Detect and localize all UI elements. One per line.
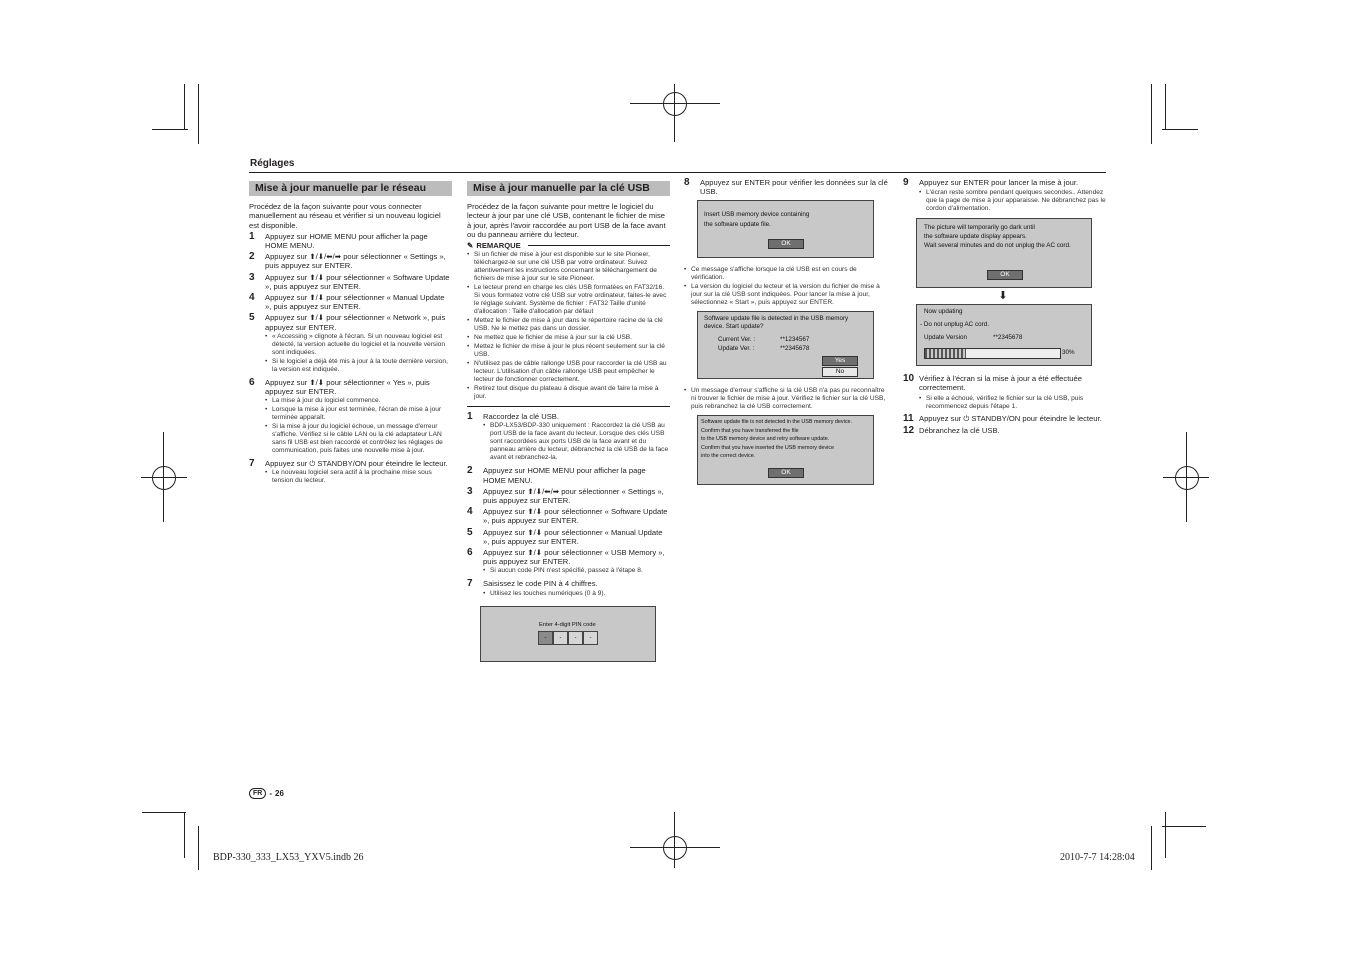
- bullet-list: [684, 266, 889, 307]
- bullet-item: • Ne mettez que le fichier de mise à jour sur la clé USB.: [467, 334, 670, 342]
- screen-line: to the USB memory device and retry software update.: [701, 436, 830, 443]
- pin-digit-box[interactable]: -: [568, 631, 583, 645]
- bullet-item: • Si aucun code PIN n'est spécifié, passez à l'étape 8.: [483, 567, 670, 575]
- screen-line: The picture will temporarily go dark until: [924, 224, 1035, 232]
- progress-bar: [924, 348, 1061, 359]
- no-button[interactable]: No: [822, 367, 858, 377]
- bullet-item: • Si le logiciel a déjà été mis à jour à la toute dernière version, la version est indiquée.: [265, 358, 452, 374]
- bullet-list: [265, 469, 452, 485]
- usb-not-detected-screen: [697, 415, 874, 485]
- bullet-item: • La version du logiciel du lecteur et la version du fichier de mise à jour sur la clé USB sont indiquées. Pour lancer la mise à jour, sélectionnez « Start », puis appuyez sur ENTER.: [684, 283, 889, 307]
- remark-heading: [467, 241, 670, 250]
- bullet-item: • Retirez tout disque du plateau à disque avant de faire la mise à jour.: [467, 385, 670, 401]
- version-label: Update Version: [924, 334, 968, 342]
- step-number: 1: [249, 230, 255, 242]
- column-usb-update: [467, 181, 670, 662]
- divider: [467, 406, 670, 407]
- step-9: 9 Appuyez sur ENTER pour lancer la mise à jour.: [903, 177, 1079, 188]
- error-message: [701, 418, 852, 460]
- progress-fill: [925, 349, 966, 358]
- intro-text: Procédez de la façon suivante pour vous connecter manuellement au réseau et vérifier si un nouveau logiciel est disponible.: [249, 202, 441, 230]
- step-number: 6: [467, 547, 473, 559]
- screen-text: device. Start update?: [704, 323, 764, 331]
- current-version-label: Current Ver. :: [718, 336, 756, 344]
- arrow-down-icon: ⬇: [998, 290, 1008, 303]
- bullet-item: • Un message d'erreur s'affiche si la clé USB n'a pas pu reconnaître ni trouver le fichier de mise à jour. Vérifiez le fichier sur la clé USB, puis rebranchez la clé USB correctement.: [684, 387, 889, 411]
- step-number: 7: [467, 578, 473, 590]
- step-text: Appuyez sur ⏻ STANDBY/ON pour éteindre le lecteur. • Le nouveau logiciel sera actif à la prochaine mise sous tension du lecteur.: [265, 459, 452, 487]
- bullet-list: [265, 333, 452, 374]
- step-text: Saisissez le code PIN à 4 chiffres. • Utilisez les touches numériques (0 à 9).: [483, 579, 670, 599]
- step-1: [467, 412, 670, 464]
- step-10: 10 Vérifiez à l'écran si la mise à jour a été effectuée correctement.: [903, 373, 1082, 393]
- step-number: 3: [467, 485, 473, 497]
- step-4: [249, 293, 452, 311]
- bullet-list: [919, 189, 1106, 213]
- step-text: Appuyez sur ⬆/⬇ pour sélectionner « Network », puis appuyez sur ENTER. • « Accessing » clignote à l'écran. Si un nouveau logiciel est détecté, la version actuelle du logiciel et la nouvelle version sont indiquées. • Si le logiciel a déjà été mis à jour à la toute dernière version, la version est indiquée.: [265, 313, 452, 375]
- step-text: Appuyez sur ⬆/⬇/⬅/➡ pour sélectionner « Settings », puis appuyez sur ENTER.: [265, 252, 446, 271]
- bullet-item: • Le lecteur prend en charge les clés USB formatées en FAT32/16. Si vous formatez votre clé USB sur votre ordinateur, faites-le avec le réglage suivant. Système de fichier : FAT32 Taille d'unité d'allocation : Taille d'allocation par défaut: [467, 284, 670, 316]
- note-icon: ✎: [467, 241, 474, 251]
- section-title: Réglages: [250, 158, 295, 169]
- bullet-item: • Si un fichier de mise à jour est disponible sur le site Pioneer, téléchargez-le sur une clé USB par votre ordinateur. Suivez attentivement les instructions concernant le téléchargement de fichiers de mise à jour sur le site Pioneer.: [467, 251, 670, 283]
- pin-digit-box[interactable]: -: [553, 631, 568, 645]
- page-number: FR - 26: [249, 788, 284, 799]
- column-usb-steps: [684, 178, 889, 485]
- bullet-item: • BDP-LX53/BDP-330 uniquement : Raccordez la clé USB au port USB de la face avant du lecteur. Lorsque des clés USB sont raccordées aux ports USB de la face avant et du panneau arrière du lecteur, débranchez la clé USB de la face avant et rebranchez-la.: [483, 422, 670, 462]
- step-1: [249, 232, 452, 250]
- bullet-item: • Si la mise à jour du logiciel échoue, un message d'erreur s'affiche. Vérifiez si le câble LAN ou la clé adaptateur LAN sans fil USB est bien raccordé et contrôlez les réglages de communication, puis faites une nouvelle mise à jour.: [265, 423, 452, 455]
- lang-badge: FR: [249, 788, 266, 799]
- bullet-item: • Mettez le fichier de mise à jour le plus récent seulement sur la clé USB.: [467, 343, 670, 359]
- bullet-list: [684, 387, 889, 411]
- screen-text: Now updating: [924, 308, 963, 316]
- screen-line: Confirm that you have inserted the USB memory device: [701, 444, 835, 451]
- footer-timestamp: 2010-7-7 14:28:04: [1060, 852, 1135, 863]
- step-text: Appuyez sur ⬆/⬇ pour sélectionner « Manual Update », puis appuyez sur ENTER.: [265, 293, 445, 312]
- step-number: 7: [249, 458, 255, 470]
- yes-button[interactable]: Yes: [822, 356, 858, 366]
- page-number-value: 26: [275, 789, 284, 798]
- screen-line: Wait several minutes and do not unplug the AC cord.: [924, 242, 1071, 250]
- step-number: 5: [467, 526, 473, 538]
- step-number: 1: [467, 411, 473, 423]
- step-text: Appuyez sur ⬆/⬇ pour sélectionner « Software Update », puis appuyez sur ENTER.: [483, 507, 668, 526]
- bullet-item: • Mettez le fichier de mise à jour dans le répertoire racine de la clé USB. Ne le mettez pas dans un dossier.: [467, 317, 670, 333]
- section-heading: Mise à jour manuelle par le réseau: [249, 181, 452, 196]
- step-6: [467, 548, 670, 577]
- step-number: 2: [467, 465, 473, 477]
- step-number: 5: [249, 312, 255, 324]
- step-number: 3: [249, 271, 255, 283]
- step-text: Appuyez sur ⬆/⬇/⬅/➡ pour sélectionner « Settings », puis appuyez sur ENTER.: [483, 486, 664, 506]
- screen-line: the software update display appears.: [924, 233, 1027, 241]
- column-update-run: [903, 178, 1106, 437]
- step-4: [467, 507, 670, 525]
- update-version-value: **2345678: [780, 345, 810, 353]
- insert-usb-screen: [697, 200, 874, 258]
- bullet-item: • Si elle a échoué, vérifiez le fichier sur la clé USB, puis recommencez depuis l'étape 1.: [919, 395, 1106, 411]
- screen-text: the software update file.: [704, 221, 771, 229]
- step-number: 4: [249, 292, 255, 304]
- step-text: Appuyez sur ⬆/⬇ pour sélectionner « Yes », puis appuyez sur ENTER. • La mise à jour du logiciel commence. • Lorsque la mise à jour est terminée, l'écran de mise à jour terminée apparaît. • Si la mise à jour du logiciel échoue, un message d'erreur s'affiche. Vérifiez si le câble LAN ou la clé adaptateur LAN sans fil USB est bien raccordé et contrôlez les réglages de communication, puis faites une nouvelle mise à jour.: [265, 378, 452, 457]
- step-text: Appuyez sur ⬆/⬇ pour sélectionner « USB Memory », puis appuyez sur ENTER. • Si aucun code PIN n'est spécifié, passez à l'étape 8.: [483, 548, 670, 577]
- step-text: Appuyez sur ⬆/⬇ pour sélectionner « Manual Update », puis appuyez sur ENTER.: [483, 527, 663, 546]
- step-3: [249, 273, 452, 291]
- steps-list: [467, 412, 670, 599]
- step-5: [467, 528, 670, 546]
- pin-digit-box[interactable]: -: [538, 631, 553, 645]
- now-updating-screen: [916, 304, 1092, 366]
- step-text: Raccordez la clé USB. • BDP-LX53/BDP-330 uniquement : Raccordez la clé USB au port USB de la face avant du lecteur. Lorsque des clés USB sont raccordées aux ports USB de la face avant et du panneau arrière du lecteur, débranchez la clé USB de la face avant et rebranchez-la.: [483, 412, 670, 464]
- pin-digit-box[interactable]: -: [583, 631, 598, 645]
- header-rule: [249, 172, 1106, 173]
- column-network-update: [249, 181, 452, 489]
- step-number: 4: [467, 506, 473, 518]
- screen-text: Software update file is detected in the USB memory: [704, 315, 849, 323]
- remark-label: REMARQUE: [476, 241, 521, 251]
- step-number: 2: [249, 251, 255, 263]
- step-text: Appuyez sur HOME MENU pour afficher la page HOME MENU.: [483, 466, 646, 485]
- step-number: 6: [249, 376, 255, 388]
- steps-list: [249, 232, 452, 488]
- screen-text: Insert USB memory device containing: [704, 211, 810, 219]
- intro-text: Procédez de la façon suivante pour mettre le logiciel du lecteur à jour par une clé USB, contenant le fichier de mise à jour, après l'avoir raccordée au port USB de la face avant ou du panneau arrière du lecteur.: [467, 202, 666, 239]
- bullet-item: • N'utilisez pas de câble rallonge USB pour raccorder la clé USB au lecteur. L'utilisation d'un câble rallonge USB peut empêcher le lecteur de fonctionner correctement.: [467, 360, 670, 384]
- update-wait-screen: [916, 218, 1092, 288]
- step-8: 8 Appuyez sur ENTER pour vérifier les données sur la clé USB.: [684, 177, 888, 197]
- progress-text: 30%: [1062, 349, 1075, 357]
- bullet-item: • Lorsque la mise à jour est terminée, l'écran de mise à jour terminée apparaît.: [265, 406, 452, 422]
- step-11: 11 Appuyez sur ⏻ STANDBY/ON pour éteindre le lecteur.: [903, 412, 1102, 424]
- bullet-item: • L'écran reste sombre pendant quelques secondes.. Attendez que la page de mise à jour apparaisse. Ne débranchez pas le cordon d'alimentation.: [919, 189, 1106, 213]
- bullet-list: [265, 397, 452, 455]
- bullet-item: • Utilisez les touches numériques (0 à 9).: [483, 590, 670, 598]
- pin-entry-screen: [480, 606, 656, 662]
- ok-button[interactable]: OK: [768, 468, 804, 478]
- bullet-list: [483, 567, 670, 575]
- screen-line: Software update file is not detected in the USB memory device.: [701, 419, 853, 426]
- step-2: [249, 252, 452, 270]
- step-5: [249, 313, 452, 375]
- screen-text: - Do not unplug AC cord.: [920, 321, 989, 329]
- bullet-list: [919, 395, 1106, 411]
- step-text: Appuyez sur HOME MENU pour afficher la page HOME MENU.: [265, 231, 428, 251]
- screen-text: [924, 223, 1071, 250]
- update-version-label: Update Ver. :: [718, 345, 755, 353]
- bullet-item: • La mise à jour du logiciel commence.: [265, 397, 452, 405]
- footer-file-info: BDP-330_333_LX53_YXV5.indb 26: [213, 852, 364, 863]
- ok-button[interactable]: OK: [987, 270, 1023, 280]
- update-detected-screen: [697, 311, 874, 379]
- step-2: [467, 466, 670, 484]
- remark-list: [467, 251, 670, 401]
- current-version-value: **1234567: [780, 336, 810, 344]
- version-value: **2345678: [993, 334, 1023, 342]
- section-heading: Mise à jour manuelle par la clé USB: [467, 181, 670, 196]
- step-3: [467, 487, 670, 505]
- screen-line: into the correct device.: [701, 453, 756, 460]
- pin-label: Enter 4-digit PIN code: [539, 621, 596, 628]
- bullet-item: • Le nouveau logiciel sera actif à la prochaine mise sous tension du lecteur.: [265, 469, 452, 485]
- screen-line: Confirm that you have transferred the file: [701, 427, 799, 434]
- ok-button[interactable]: OK: [768, 239, 804, 249]
- bullet-list: [483, 590, 670, 598]
- bullet-item: • « Accessing » clignote à l'écran. Si un nouveau logiciel est détecté, la version actuelle du logiciel et la nouvelle version sont indiquées.: [265, 333, 452, 357]
- pin-digit-boxes[interactable]: [538, 631, 598, 645]
- step-7: [467, 579, 670, 599]
- step-12: 12 Débranchez la clé USB.: [903, 424, 1000, 436]
- step-text: Appuyez sur ⬆/⬇ pour sélectionner « Software Update », puis appuyez sur ENTER.: [265, 272, 450, 291]
- bullet-item: • Ce message s'affiche lorsque la clé USB est en cours de vérification.: [684, 266, 889, 282]
- step-7: [249, 459, 452, 487]
- bullet-list: [483, 422, 670, 462]
- step-6: [249, 378, 452, 457]
